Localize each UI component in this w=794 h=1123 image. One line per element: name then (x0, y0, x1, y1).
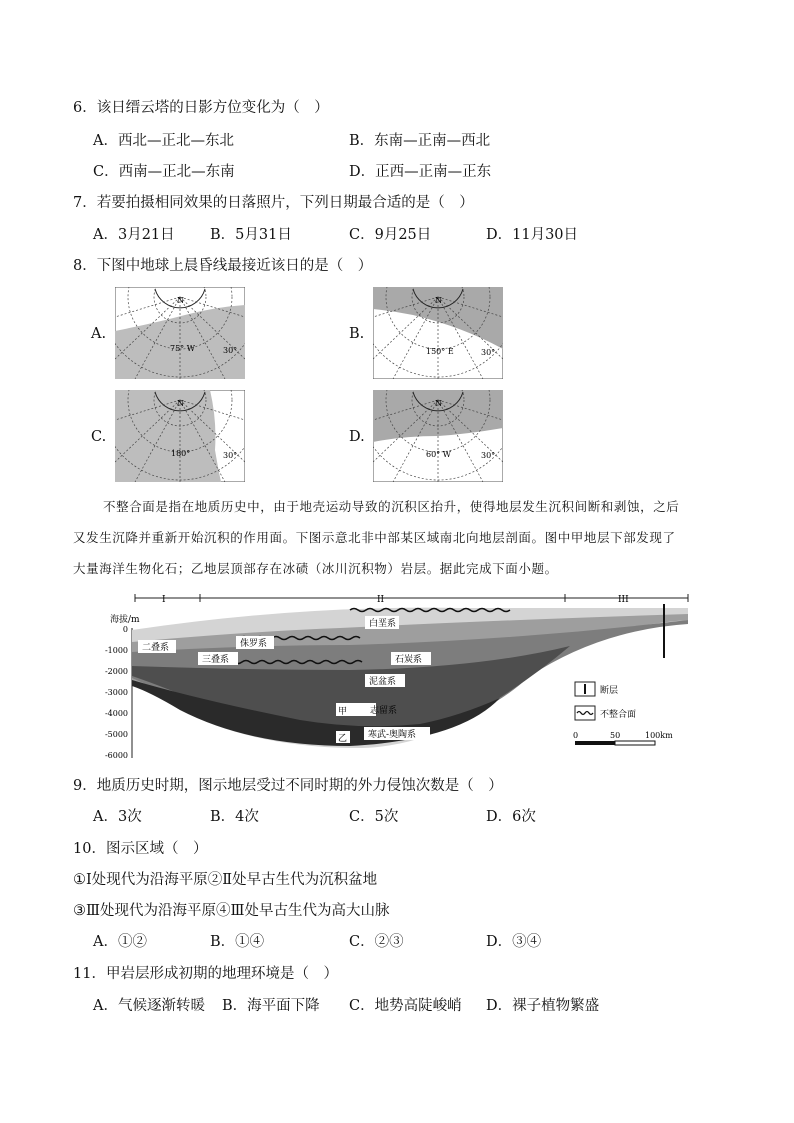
map-a-pole: N (177, 296, 184, 305)
q10-option-d[interactable]: D．③④ (486, 934, 542, 950)
layer-nipen: 泥盆系 (369, 677, 397, 687)
layer-baie: 白垩系 (369, 619, 397, 629)
layer-sandie: 三叠系 (202, 655, 230, 665)
y-tick-2000: -2000 (104, 667, 128, 676)
q7-option-a[interactable]: A．3月21日 (93, 227, 175, 243)
scale-0: 0 (573, 731, 579, 740)
layer-zhuluo: 侏罗系 (240, 639, 268, 649)
scale-bar (575, 741, 615, 745)
q7-option-d[interactable]: D．11月30日 (486, 227, 579, 243)
y-axis-title: 海拔/m (110, 615, 140, 625)
q10-option-c[interactable]: C．②③ (349, 934, 404, 950)
q10-stem: 10．图示区域（ ） (73, 841, 208, 857)
layer-hanwu: 寒武-奥陶系 (368, 730, 417, 740)
q9-option-d[interactable]: D．6次 (486, 809, 536, 825)
map-a-lon: 75° W (170, 344, 195, 353)
q6-option-c[interactable]: C．西南—正北—东南 (93, 164, 235, 180)
polar-map-a[interactable] (115, 287, 245, 379)
passage-line-1: 不整合面是指在地质历史中，由于地壳运动导致的沉积区抬升，使得地层发生沉积间断和剥蚀，之后 (103, 499, 680, 514)
map-b-pole: N (435, 296, 442, 305)
q10-statements-1: ①Ⅰ处现代为沿海平原②Ⅱ处早古生代为沉积盆地 (73, 872, 378, 888)
q6-option-b[interactable]: B．东南—正南—西北 (349, 133, 491, 149)
zone-2: II (377, 595, 385, 605)
passage-line-2: 又发生沉降并重新开始沉积的作用面。下图示意北非中部某区域南北向地层剖面。图中甲地层下部发现了 (73, 530, 676, 545)
q7-option-c[interactable]: C．9月25日 (349, 227, 432, 243)
map-b-lon: 150° E (426, 347, 454, 356)
polar-map-b[interactable] (373, 287, 503, 379)
q9-option-a[interactable]: A．3次 (93, 809, 142, 825)
y-tick-0: 0 (122, 625, 128, 634)
q10-option-a[interactable]: A．①② (93, 934, 147, 950)
polar-map-c[interactable] (115, 390, 245, 482)
passage-line-3: 大量海洋生物化石；乙地层顶部存在冰碛（冰川沉积物）岩层。据此完成下面小题。 (73, 561, 558, 576)
q8-option-d-label[interactable]: D. (349, 429, 365, 445)
q9-stem: 9．地质历史时期，图示地层受过不同时期的外力侵蚀次数是（ ） (73, 778, 503, 794)
map-c-lon: 180° (171, 449, 191, 458)
legend-unconformity-label: 不整合面 (600, 710, 637, 720)
legend-fault-label: 断层 (600, 686, 619, 696)
q11-option-d[interactable]: D．裸子植物繁盛 (486, 998, 600, 1014)
y-tick-5000: -5000 (104, 730, 128, 739)
q10-statements-2: ③Ⅲ处现代为沿海平原④Ⅲ处早古生代为高大山脉 (73, 903, 390, 919)
q7-option-b[interactable]: B．5月31日 (210, 227, 292, 243)
q8-option-c-label[interactable]: C. (91, 429, 107, 445)
polar-map-d[interactable] (373, 390, 503, 482)
q10-option-b[interactable]: B．①④ (210, 934, 265, 950)
q6-stem: 6．该日缙云塔的日影方位变化为（ ） (73, 100, 329, 116)
scale-50: 50 (610, 731, 621, 740)
q8-stem: 8．下图中地球上晨昏线最接近该日的是（ ） (73, 258, 373, 274)
y-tick-4000: -4000 (104, 709, 128, 718)
layer-zhiliu: 志留系 (370, 706, 398, 716)
zone-1: I (162, 595, 166, 605)
q11-stem: 11．甲岩层形成初期的地理环境是（ ） (73, 966, 338, 982)
geologic-profile (100, 590, 700, 768)
map-a-lat: 30° (223, 346, 238, 355)
label-jia: 甲 (338, 707, 348, 717)
q11-option-a[interactable]: A．气候逐渐转暖 (93, 998, 205, 1014)
q11-option-c[interactable]: C．地势高陡峻峭 (349, 998, 462, 1014)
map-d-pole: N (435, 399, 442, 408)
q9-option-b[interactable]: B．4次 (210, 809, 259, 825)
zone-3: III (618, 595, 629, 605)
map-c-lat: 30° (223, 451, 238, 460)
q6-option-a[interactable]: A．西北—正北—东北 (93, 133, 234, 149)
y-tick-3000: -3000 (104, 688, 128, 697)
label-yi: 乙 (338, 734, 348, 744)
layer-shitan: 石炭系 (395, 655, 423, 665)
y-tick-6000: -6000 (104, 751, 128, 760)
map-b-lat: 30° (481, 348, 496, 357)
q7-stem: 7．若要拍摄相同效果的日落照片，下列日期最合适的是（ ） (73, 195, 474, 211)
map-c-pole: N (177, 399, 184, 408)
q9-option-c[interactable]: C．5次 (349, 809, 399, 825)
q6-option-d[interactable]: D．正西—正南—正东 (349, 164, 492, 180)
y-tick-1000: -1000 (104, 646, 128, 655)
q8-option-b-label[interactable]: B. (349, 326, 365, 342)
layer-erdie: 二叠系 (142, 643, 170, 653)
map-d-lon: 60° W (426, 450, 451, 459)
q11-option-b[interactable]: B．海平面下降 (222, 998, 320, 1014)
q8-option-a-label[interactable]: A. (91, 326, 107, 342)
scale-100: 100km (645, 731, 673, 740)
map-d-lat: 30° (481, 451, 496, 460)
